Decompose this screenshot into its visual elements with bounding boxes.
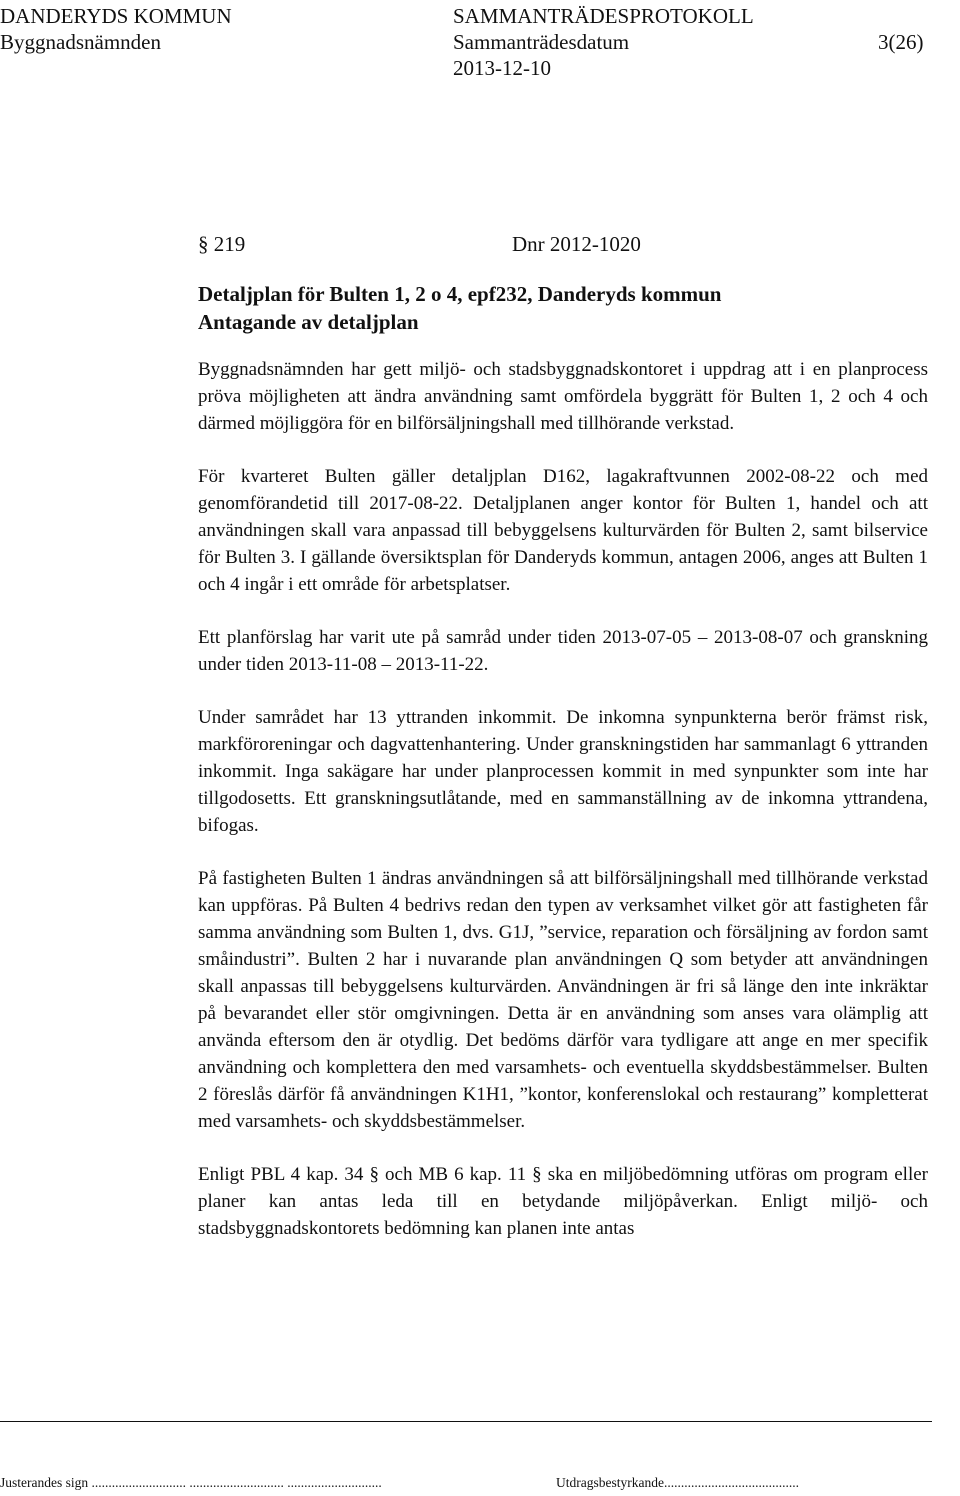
paragraph-2: För kvarteret Bulten gäller detaljplan D162, lagakraftvunnen 2002-08-22 och med genomförandetid till 2017-08-22. Detaljplanen anger kontor för Bulten 1, handel och att användningen skall vara anpassad till bebyggelsens kulturvärden för Bulten 2, samt bilservice för Bulten 3. I gällande översiktsplan för Danderyds kommun, antagen 2006, anges att Bulten 1 och 4 ingår i ett område för arbetsplatser.	[198, 466, 928, 595]
section-number: § 219	[198, 232, 246, 256]
paragraph-5: På fastigheten Bulten 1 ändras användningen så att bilförsäljningshall med tillhörande verkstad kan uppföras. På Bulten 4 bedrivs redan den typen av verksamhet vilket gör att fastigheten får samma användning som Bulten 1, dvs. G1J, ”service, reparation och försäljning av fordon samt småindustri”. Bulten 2 har i nuvarande plan användningen Q som betyder att användningen skall anpassas till bebyggelsens kulturvärden. Användningen är fri så länge den inte inkräktar på bevarandet eller stör omgivningen. Detta är en användning som anses vara olämplig att använda eftersom den är otydlig. Det bedöms därför vara tydligare att ange en mer specifik användning och komplettera den med varsamhets- och eventuella skyddsbestämmelser. Bulten 2 föreslås därför få användningen K1H1, ”kontor, konferenslokal och restaurang” kompletterat med varsamhets- och skyddsbestämmelser.	[198, 868, 928, 1132]
paragraph-6: Enligt PBL 4 kap. 34 § och MB 6 kap. 11 § ska en miljöbedömning utföras om program eller planer kan antas leda till en betydande miljöpåverkan. Enligt miljö- och stadsbyggnadskontorets bedömning kan planen inte antas	[198, 1164, 928, 1239]
title-line-1: Detaljplan för Bulten 1, 2 o 4, epf232, Danderyds kommun	[198, 282, 722, 306]
justerandes-sign: Justerandes sign ............................ ............................ ............................	[0, 1475, 382, 1490]
paragraph-4: Under samrådet har 13 yttranden inkommit. De inkomna synpunkterna berör främst risk, markföroreningar och dagvattenhantering. Under granskningstiden har sammanlagt 6 yttranden inkommit. Inga sakägare har under planprocessen kommit in med synpunkter som inte har tillgodosetts. Ett granskningsutlåtande, med en sammanställning av de inkomna yttrandena, bifogas.	[198, 707, 928, 836]
paragraph-1: Byggnadsnämnden har gett miljö- och stadsbyggnadskontoret i uppdrag att i en planprocess pröva möjligheten att ändra användning samt omfördela byggrätt för Bulten 1, 2 och 4 och därmed möjliggöra för en bilförsäljningshall med tillhörande verkstad.	[198, 359, 928, 434]
header-municipality: DANDERYDS KOMMUN	[0, 4, 232, 28]
dnr-number: Dnr 2012-1020	[512, 232, 641, 256]
title-line-2: Antagande av detaljplan	[198, 310, 419, 334]
header-date: 2013-12-10	[453, 56, 551, 80]
header-date-label: Sammanträdesdatum	[453, 30, 630, 54]
document-body	[198, 230, 928, 1242]
paragraph-3: Ett planförslag har varit ute på samråd under tiden 2013-07-05 – 2013-08-07 och granskning under tiden 2013-11-08 – 2013-11-22.	[198, 627, 928, 675]
header-protocol-title: SAMMANTRÄDESPROTOKOLL	[453, 4, 754, 28]
header-page-number: 3(26)	[878, 30, 924, 54]
section-title	[198, 280, 928, 336]
footer	[0, 1474, 799, 1492]
signature-divider	[0, 1421, 932, 1422]
section-header	[198, 230, 928, 258]
utdragsbestyrkande: Utdragsbestyrkande........................................	[556, 1475, 799, 1490]
header-committee: Byggnadsnämnden	[0, 30, 161, 54]
